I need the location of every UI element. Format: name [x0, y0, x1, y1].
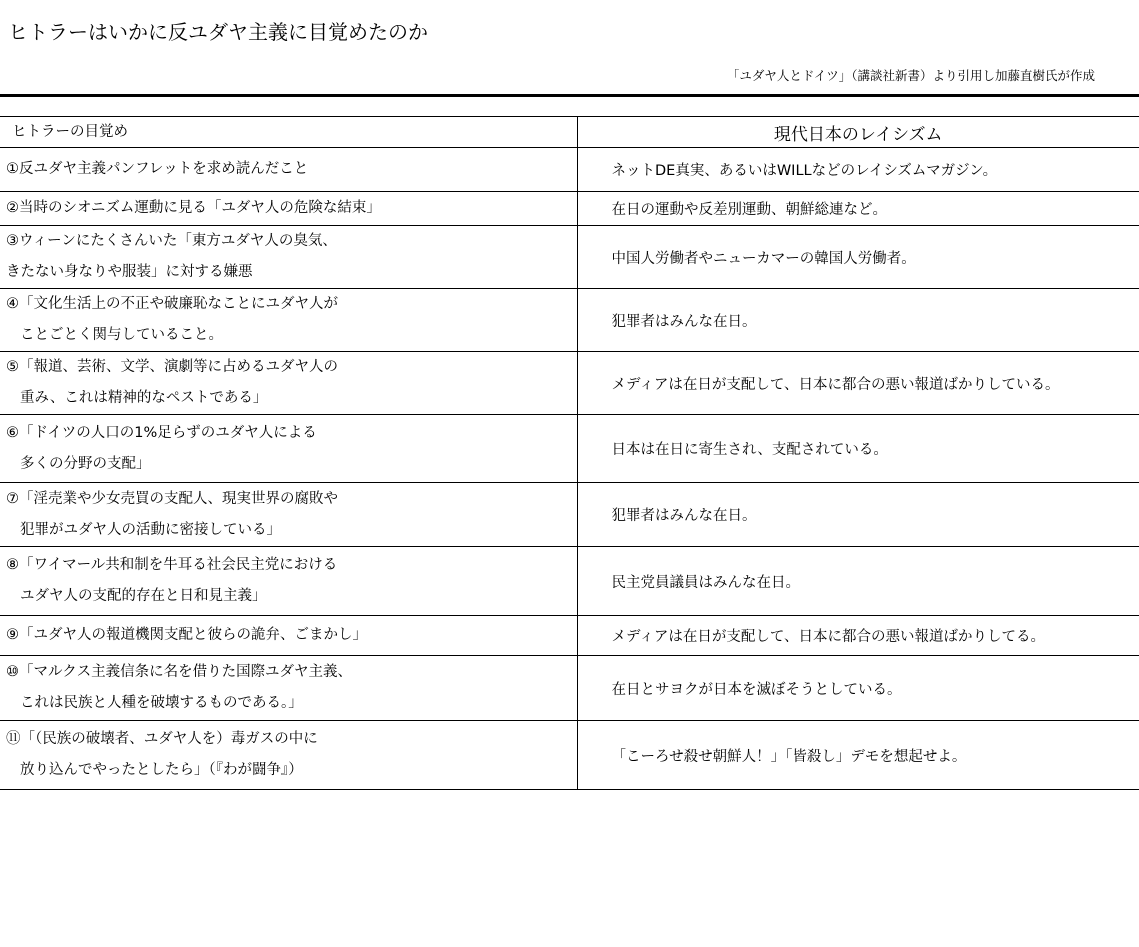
right-cell: 中国人労働者やニューカマーの韓国人労働者。 [577, 226, 1139, 289]
left-line-1: ⑤「報道、芸術、文学、演劇等に占めるユダヤ人の [6, 359, 338, 375]
left-cell [0, 148, 577, 192]
right-cell: メディアは在日が支配して、日本に都合の悪い報道ばかりしてる。 [577, 616, 1139, 656]
left-line-2: きたない身なりや服装」に対する嫌悪 [6, 264, 253, 280]
right-cell: 民主党員議員はみんな在日。 [577, 547, 1139, 616]
table-header-row [0, 117, 1139, 148]
table-row [0, 192, 1139, 226]
header-hitler-awakening: ヒトラーの目覚め [0, 117, 577, 148]
table-row [0, 226, 1139, 289]
right-cell: 在日の運動や反差別運動、朝鮮総連など。 [577, 192, 1139, 226]
left-line-1: ④「文化生活上の不正や破廉恥なことにユダヤ人が [6, 296, 338, 312]
left-cell [0, 616, 577, 656]
table-row [0, 656, 1139, 721]
table-row [0, 415, 1139, 483]
table-row [0, 352, 1139, 415]
table-row [0, 148, 1139, 192]
left-line-1: ⑦「淫売業や少女売買の支配人、現実世界の腐敗や [6, 490, 338, 507]
left-line-1: ①反ユダヤ主義パンフレットを求め読んだこと [6, 161, 309, 177]
left-cell [0, 483, 577, 547]
right-cell: 日本は在日に寄生され、支配されている。 [577, 415, 1139, 483]
table-row [0, 289, 1139, 352]
left-line-1: ⑧「ワイマール共和制を牛耳る社会民主党における [6, 557, 338, 573]
left-line-2: 多くの分野の支配」 [20, 455, 151, 472]
left-line-1: ⑪「（民族の破壊者、ユダヤ人を）毒ガスの中に [6, 731, 318, 747]
left-cell [0, 226, 577, 289]
left-cell [0, 547, 577, 616]
table-row [0, 616, 1139, 656]
page-title: ヒトラーはいかに反ユダヤ主義に目覚めたのか [8, 20, 428, 44]
left-line-1: ⑨「ユダヤ人の報道機関支配と彼らの詭弁、ごまかし」 [6, 627, 367, 643]
left-line-1: ⑥「ドイツの人口の1%足らずのユダヤ人による [6, 424, 317, 441]
table-row [0, 547, 1139, 616]
left-cell [0, 289, 577, 352]
left-line-2: 放り込んでやったとしたら」（『わが闘争』） [20, 762, 303, 778]
table-row [0, 721, 1139, 790]
left-line-2: 犯罪がユダヤ人の活動に密接している」 [20, 521, 281, 538]
left-line-1: ②当時のシオニズム運動に見る「ユダヤ人の危険な結束」 [6, 200, 381, 216]
left-cell [0, 352, 577, 415]
table-row [0, 483, 1139, 547]
left-line-2: ことごとく関与していること。 [20, 327, 223, 343]
left-cell [0, 192, 577, 226]
source-note: 「ユダヤ人とドイツ」（講談社新書）より引用し加藤直樹氏が作成 [726, 68, 1095, 83]
comparison-table [0, 116, 1139, 790]
right-cell: ネットDE真実、あるいはWILLなどのレイシズムマガジン。 [577, 148, 1139, 192]
left-line-2: 重み、これは精神的なペストである」 [20, 390, 268, 406]
divider [0, 94, 1139, 97]
right-cell: メディアは在日が支配して、日本に都合の悪い報道ばかりしている。 [577, 352, 1139, 415]
right-cell: 在日とサヨクが日本を滅ぼそうとしている。 [577, 656, 1139, 721]
left-cell [0, 656, 577, 721]
left-line-2: ユダヤ人の支配的存在と日和見主義」 [20, 588, 267, 604]
right-cell: 犯罪者はみんな在日。 [577, 483, 1139, 547]
left-cell [0, 415, 577, 483]
left-line-1: ⑩「マルクス主義信条に名を借りた国際ユダヤ主義、 [6, 664, 353, 680]
left-line-2: これは民族と人種を破壊するものである。」 [20, 695, 303, 711]
right-cell: 「こーろせ殺せ朝鮮人！」「皆殺し」デモを想起せよ。 [577, 721, 1139, 790]
left-cell [0, 721, 577, 790]
right-cell: 犯罪者はみんな在日。 [577, 289, 1139, 352]
header-modern-racism: 現代日本のレイシズム [577, 117, 1139, 148]
left-line-1: ③ウィーンにたくさんいた「東方ユダヤ人の臭気、 [6, 233, 337, 249]
